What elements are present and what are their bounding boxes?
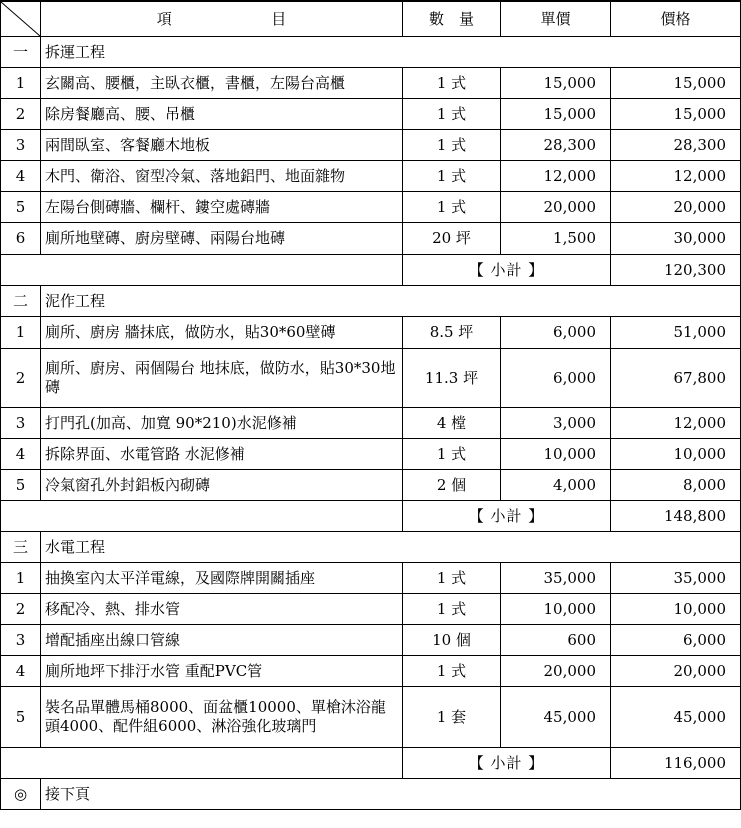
row-price: 67,800 [611, 349, 741, 408]
subtotal-row [1, 748, 741, 779]
row-item: 拆除界面、水電管路 水泥修補 [41, 439, 403, 470]
subtotal-empty-cell [1, 748, 403, 779]
row-unit-price: 1,500 [501, 223, 611, 255]
row-qty: 1 式 [403, 656, 501, 687]
table-row [1, 439, 741, 470]
row-price: 20,000 [611, 192, 741, 223]
row-qty: 1 式 [403, 439, 501, 470]
row-qty: 2 個 [403, 470, 501, 501]
row-unit-price: 10,000 [501, 439, 611, 470]
table-row [1, 470, 741, 501]
section-title: 泥作工程 [41, 286, 741, 317]
row-number: 6 [1, 223, 41, 255]
row-price: 20,000 [611, 656, 741, 687]
row-number: 2 [1, 99, 41, 130]
row-price: 6,000 [611, 625, 741, 656]
row-price: 12,000 [611, 408, 741, 439]
row-unit-price: 35,000 [501, 563, 611, 594]
table-row [1, 687, 741, 748]
row-number: 4 [1, 656, 41, 687]
row-qty: 8.5 坪 [403, 317, 501, 349]
row-item: 抽換室內太平洋電線，及國際牌開關插座 [41, 563, 403, 594]
row-qty: 10 個 [403, 625, 501, 656]
row-price: 15,000 [611, 99, 741, 130]
subtotal-amount: 116,000 [611, 748, 741, 779]
row-unit-price: 20,000 [501, 656, 611, 687]
table-row [1, 161, 741, 192]
table-row [1, 349, 741, 408]
row-qty: 4 樘 [403, 408, 501, 439]
row-number: 5 [1, 470, 41, 501]
header-unit-price: 單價 [501, 1, 611, 37]
row-number: 2 [1, 349, 41, 408]
row-price: 8,000 [611, 470, 741, 501]
row-price: 45,000 [611, 687, 741, 748]
row-unit-price: 12,000 [501, 161, 611, 192]
section-header-row [1, 286, 741, 317]
row-item: 打門孔(加高、加寬 90*210)水泥修補 [41, 408, 403, 439]
section-header-row [1, 532, 741, 563]
subtotal-amount: 120,300 [611, 255, 741, 286]
subtotal-label: 【 小計 】 [403, 748, 611, 779]
row-qty: 1 式 [403, 99, 501, 130]
row-price: 35,000 [611, 563, 741, 594]
table-row [1, 625, 741, 656]
row-qty: 20 坪 [403, 223, 501, 255]
row-unit-price: 6,000 [501, 349, 611, 408]
subtotal-label: 【 小計 】 [403, 255, 611, 286]
row-number: 5 [1, 687, 41, 748]
row-unit-price: 10,000 [501, 594, 611, 625]
row-item: 增配插座出線口管線 [41, 625, 403, 656]
row-number: 3 [1, 408, 41, 439]
row-item: 廁所、廚房、兩個陽台 地抹底，做防水，貼30*30地磚 [41, 349, 403, 408]
table-row [1, 594, 741, 625]
row-unit-price: 6,000 [501, 317, 611, 349]
row-price: 10,000 [611, 439, 741, 470]
row-number: 1 [1, 563, 41, 594]
table-row [1, 130, 741, 161]
row-number: 3 [1, 625, 41, 656]
row-item: 移配冷、熱、排水管 [41, 594, 403, 625]
row-item: 廁所地坪下排汙水管 重配PVC管 [41, 656, 403, 687]
table-row [1, 192, 741, 223]
table-row [1, 223, 741, 255]
row-price: 12,000 [611, 161, 741, 192]
header-item [41, 1, 403, 37]
row-unit-price: 600 [501, 625, 611, 656]
row-number: 1 [1, 317, 41, 349]
row-number: 3 [1, 130, 41, 161]
header-item-left: 項 [156, 9, 172, 28]
subtotal-row [1, 255, 741, 286]
row-number: 5 [1, 192, 41, 223]
subtotal-row [1, 501, 741, 532]
section-title: 拆運工程 [41, 37, 741, 68]
continue-symbol-icon: ◎ [1, 779, 41, 810]
table-row [1, 563, 741, 594]
table-row [1, 99, 741, 130]
table-row [1, 68, 741, 99]
table-row [1, 656, 741, 687]
table-row [1, 317, 741, 349]
section-title: 水電工程 [41, 532, 741, 563]
row-qty: 1 式 [403, 68, 501, 99]
section-number: 二 [1, 286, 41, 317]
row-price: 51,000 [611, 317, 741, 349]
row-unit-price: 3,000 [501, 408, 611, 439]
row-unit-price: 28,300 [501, 130, 611, 161]
row-item: 玄關高、腰櫃，主臥衣櫃，書櫃，左陽台高櫃 [41, 68, 403, 99]
row-unit-price: 45,000 [501, 687, 611, 748]
footer-row [1, 779, 741, 810]
row-unit-price: 15,000 [501, 68, 611, 99]
row-item: 裝名品單體馬桶8000、面盆櫃10000、單槍沐浴龍頭4000、配件組6000、淋浴強化玻璃門 [41, 687, 403, 748]
header-price: 價格 [611, 1, 741, 37]
row-item: 木門、衛浴、窗型冷氣、落地鋁門、地面雜物 [41, 161, 403, 192]
row-price: 15,000 [611, 68, 741, 99]
continue-text: 接下頁 [41, 779, 741, 810]
row-item: 廁所、廚房 牆抹底，做防水，貼30*60壁磚 [41, 317, 403, 349]
row-number: 4 [1, 439, 41, 470]
subtotal-empty-cell [1, 255, 403, 286]
subtotal-empty-cell [1, 501, 403, 532]
diagonal-line-icon [1, 2, 40, 36]
row-qty: 1 式 [403, 594, 501, 625]
header-qty: 數 量 [403, 1, 501, 37]
row-number: 1 [1, 68, 41, 99]
row-price: 28,300 [611, 130, 741, 161]
row-item: 左陽台側磚牆、欄杆、鏤空處磚牆 [41, 192, 403, 223]
row-number: 4 [1, 161, 41, 192]
table-row [1, 408, 741, 439]
row-qty: 11.3 坪 [403, 349, 501, 408]
section-number: 三 [1, 532, 41, 563]
row-item: 除房餐廳高、腰、吊櫃 [41, 99, 403, 130]
row-item: 兩間臥室、客餐廳木地板 [41, 130, 403, 161]
header-item-right: 目 [271, 9, 287, 28]
row-item: 冷氣窗孔外封鋁板內砌磚 [41, 470, 403, 501]
row-unit-price: 20,000 [501, 192, 611, 223]
row-qty: 1 式 [403, 563, 501, 594]
row-unit-price: 4,000 [501, 470, 611, 501]
header-row [1, 1, 741, 37]
row-number: 2 [1, 594, 41, 625]
row-item: 廁所地壁磚、廚房壁磚、兩陽台地磚 [41, 223, 403, 255]
section-number: 一 [1, 37, 41, 68]
rows-body [1, 37, 741, 810]
corner-cell [1, 1, 41, 37]
subtotal-label: 【 小計 】 [403, 501, 611, 532]
row-qty: 1 套 [403, 687, 501, 748]
row-qty: 1 式 [403, 192, 501, 223]
row-unit-price: 15,000 [501, 99, 611, 130]
row-price: 10,000 [611, 594, 741, 625]
section-header-row [1, 37, 741, 68]
row-qty: 1 式 [403, 161, 501, 192]
row-qty: 1 式 [403, 130, 501, 161]
subtotal-amount: 148,800 [611, 501, 741, 532]
row-price: 30,000 [611, 223, 741, 255]
